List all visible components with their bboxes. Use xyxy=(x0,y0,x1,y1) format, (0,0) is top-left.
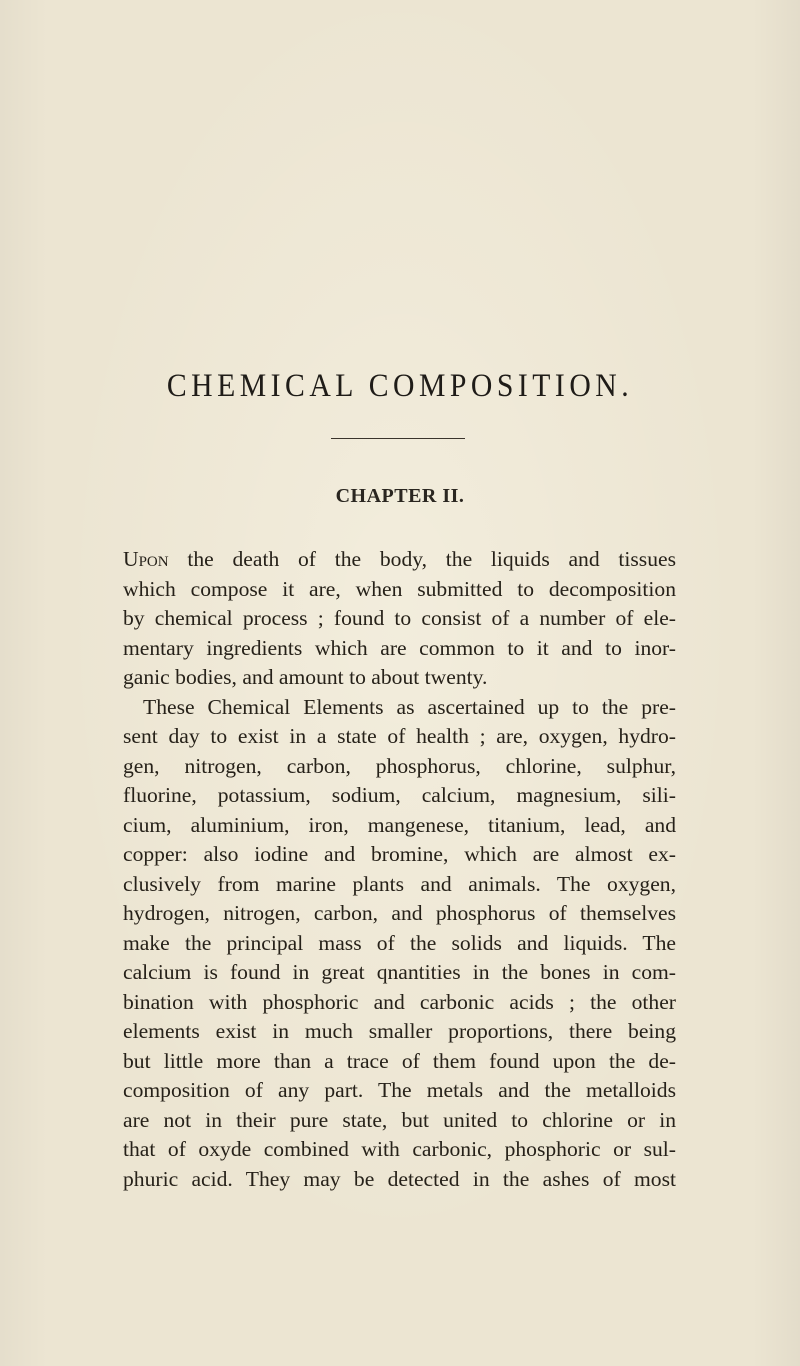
text-line: cium, aluminium, iron, mangenese, titanium, lead, and xyxy=(123,812,676,837)
body-paragraph xyxy=(123,545,676,1194)
text-line: composition of any part. The metals and the metalloids xyxy=(123,1078,676,1102)
text-line: which compose it are, when submitted to decomposition xyxy=(123,576,676,601)
page-title: CHEMICAL COMPOSITION. xyxy=(166,368,634,404)
text-line: copper: also iodine and bromine, which are almost ex- xyxy=(123,842,676,866)
text-line: mentary ingredients which are common to it and to inor- xyxy=(123,635,676,660)
paragraph-lead: Upon xyxy=(123,547,169,571)
text-line: by chemical process ; found to consist of a number of ele- xyxy=(123,606,676,630)
text-line: These Chemical Elements as ascertained up to the pre- xyxy=(143,694,676,719)
text-line: gen, nitrogen, carbon, phosphorus, chlorine, sulphur, xyxy=(123,753,676,778)
text-line-content: the death of the body, the liquids and tissues xyxy=(168,547,676,571)
text-line: bination with phosphoric and carbonic acids ; the other xyxy=(123,989,676,1014)
text-line xyxy=(123,663,676,693)
text-line: but little more than a trace of them found upon the de- xyxy=(123,1048,676,1073)
text-line-content: ganic bodies, and amount to about twenty. xyxy=(123,665,488,689)
text-line: calcium is found in great qnantities in the bones in com- xyxy=(123,960,676,984)
text-line: hydrogen, nitrogen, carbon, and phosphorus of themselves xyxy=(123,901,676,925)
text-line: that of oxyde combined with carbonic, phosphoric or sul- xyxy=(123,1137,676,1161)
text-line: are not in their pure state, but united to chlorine or in xyxy=(123,1107,676,1132)
chapter-heading: CHAPTER II. xyxy=(335,485,465,507)
text-line: fluorine, potassium, sodium, calcium, magnesium, sili- xyxy=(123,783,676,807)
text-line: sent day to exist in a state of health ; are, oxygen, hydro- xyxy=(123,724,676,748)
text-line: clusively from marine plants and animals. The oxygen, xyxy=(123,871,676,896)
text-line: phuric acid. They may be detected in the ashes of most xyxy=(123,1166,676,1191)
title-divider xyxy=(331,438,465,439)
text-line: elements exist in much smaller proportions, there being xyxy=(123,1019,676,1043)
text-line: make the principal mass of the solids and liquids. The xyxy=(123,930,676,955)
text-line xyxy=(123,545,676,575)
